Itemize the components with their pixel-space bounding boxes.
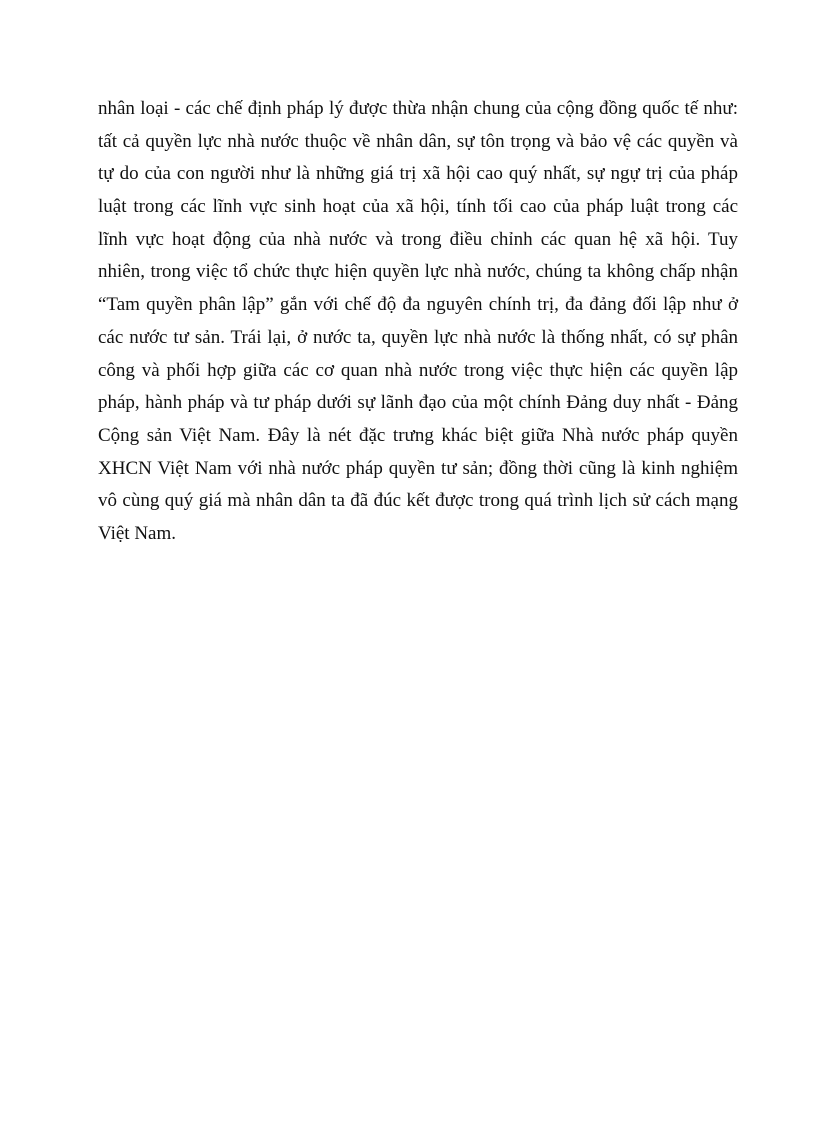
paragraph-line: XHCN Việt Nam với nhà nước pháp quyền tư sản; đồng thời cũng là kinh nghiệm (98, 457, 738, 479)
paragraph-line: Việt Nam. (98, 522, 177, 544)
paragraph-line: lĩnh vực hoạt động của nhà nước và trong điều chỉnh các quan hệ xã hội. Tuy (98, 228, 738, 250)
paragraph-line: tự do của con người như là những giá trị xã hội cao quý nhất, sự ngự trị của pháp (98, 163, 738, 185)
paragraph-line: công và phối hợp giữa các cơ quan nhà nước trong việc thực hiện các quyền lập (98, 359, 738, 381)
paragraph-line: vô cùng quý giá mà nhân dân ta đã đúc kết được trong quá trình lịch sử cách mạng (98, 490, 738, 512)
paragraph-line: pháp, hành pháp và tư pháp dưới sự lãnh đạo của một chính Đảng duy nhất - Đảng (98, 392, 738, 414)
paragraph-line: Cộng sản Việt Nam. Đây là nét đặc trưng khác biệt giữa Nhà nước pháp quyền (98, 424, 738, 446)
paragraph-line: các nước tư sản. Trái lại, ở nước ta, quyền lực nhà nước là thống nhất, có sự phân (98, 326, 738, 348)
paragraph-line: nhiên, trong việc tổ chức thực hiện quyền lực nhà nước, chúng ta không chấp nhận (98, 261, 738, 283)
paragraph-line: tất cả quyền lực nhà nước thuộc về nhân dân, sự tôn trọng và bảo vệ các quyền và (98, 130, 738, 152)
paragraph (98, 93, 738, 551)
paragraph-line: “Tam quyền phân lập” gắn với chế độ đa nguyên chính trị, đa đảng đối lập như ở (98, 294, 738, 316)
paragraph-line: nhân loại - các chế định pháp lý được thừa nhận chung của cộng đồng quốc tế như: (98, 98, 738, 119)
paragraph-line: luật trong các lĩnh vực sinh hoạt của xã hội, tính tối cao của pháp luật trong các (98, 196, 738, 218)
